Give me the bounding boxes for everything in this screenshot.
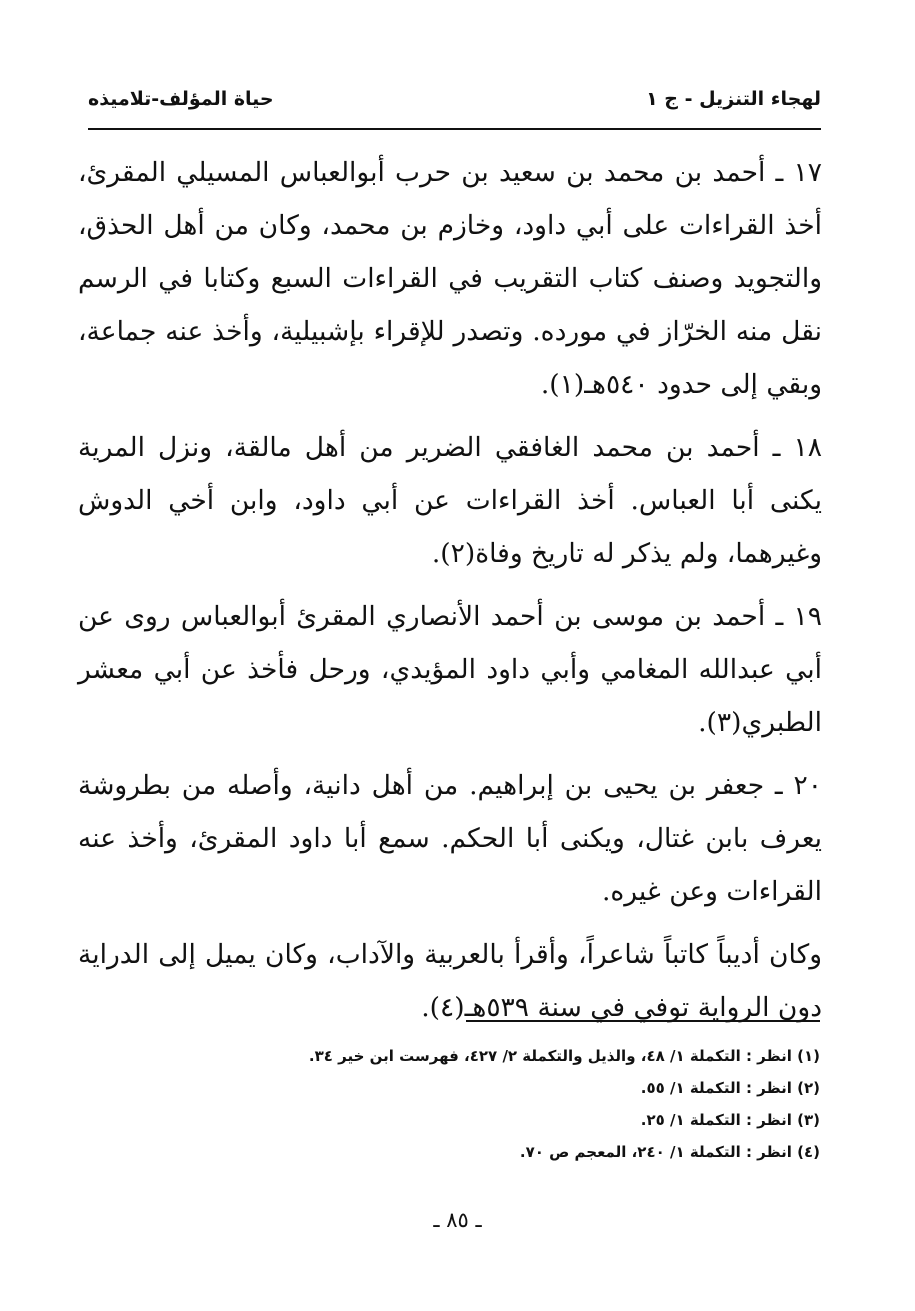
running-header — [88, 82, 821, 122]
paragraph-entry-20-continued: وكان أديباً كاتباً شاعراً، وأقرأ بالعربية والآداب، وكان يميل إلى الدراية دون الرواية توفي في سنة ٥٣٩هـ(٤). — [78, 939, 822, 1023]
header-divider — [88, 128, 821, 130]
main-text — [78, 146, 822, 1044]
footnote-4: (٤) انظر : التكملة ١/ ٢٤٠، المعجم ص ٧٠. — [519, 1143, 820, 1161]
paragraph-entry-17: ١٧ ـ أحمد بن محمد بن سعيد بن حرب أبوالعباس المسيلي المقرئ، أخذ القراءات على أبي داود، وخازم بن محمد، وكان من أهل الحذق، والتجويد وصنف كتاب التقريب في القراءات السبع وكتابا في الرسم نقل منه الخرّاز في مورده. وتصدر للإقراء بإشبيلية، وأخذ عنه جماعة، وبقي إلى حدود ٥٤٠هـ(١). — [78, 157, 822, 400]
footnote-1: (١) انظر : التكملة ١/ ٤٨، والذيل والتكملة ٢/ ٤٢٧، فهرست ابن خير ٣٤. — [308, 1047, 820, 1065]
header-book-title: لهجاء التنزيل - ج ١ — [646, 88, 821, 110]
footnote-divider — [466, 1020, 820, 1022]
paragraph-entry-18: ١٨ ـ أحمد بن محمد الغافقي الضرير من أهل مالقة، ونزل المرية يكنى أبا العباس. أخذ القراءات عن أبي داود، وابن أخي الدوش وغيرهما، ولم يذكر له تاريخ وفاة(٢). — [78, 432, 822, 569]
header-section-title: حياة المؤلف-تلاميذه — [88, 88, 274, 110]
paragraph-entry-20: ٢٠ ـ جعفر بن يحيى بن إبراهيم. من أهل دانية، وأصله من بطروشة يعرف بابن غتال، ويكنى أبا الحكم. سمع أبا داود المقرئ، وأخذ عنه القراءات وعن غيره. — [78, 770, 822, 907]
footnotes — [200, 1040, 820, 1168]
footnote-2: (٢) انظر : التكملة ١/ ٥٥. — [640, 1079, 820, 1097]
paragraph-entry-19: ١٩ ـ أحمد بن موسى بن أحمد الأنصاري المقرئ أبوالعباس روى عن أبي عبدالله المغامي وأبي داود المؤيدي، ورحل فأخذ عن أبي معشر الطبري(٣). — [78, 601, 822, 738]
page-number: ـ ٨٥ ـ — [433, 1208, 482, 1232]
footnote-3: (٣) انظر : التكملة ١/ ٢٥. — [640, 1111, 820, 1129]
